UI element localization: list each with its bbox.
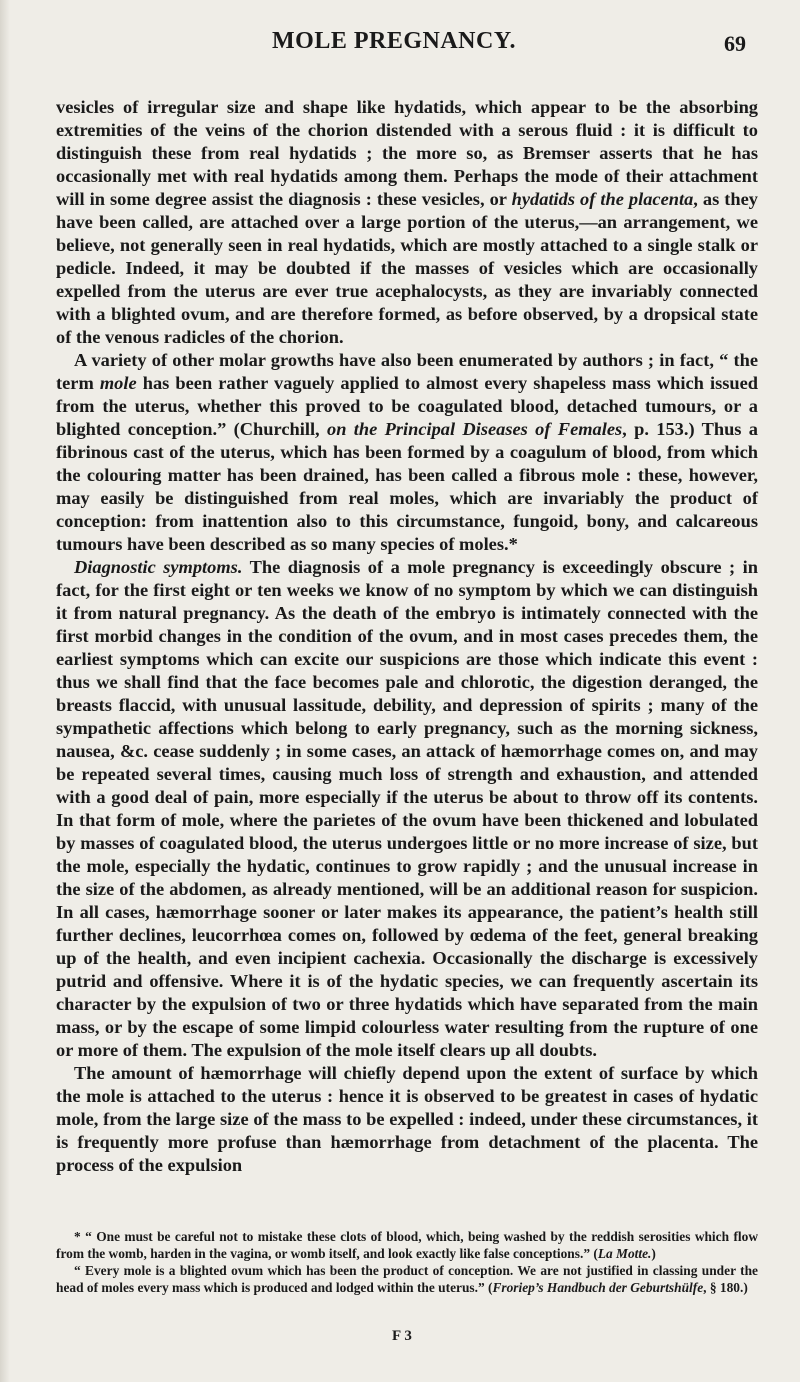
italic-text-run: mole <box>99 373 137 393</box>
text-run: , p. 153.) Thus a fibrinous cast of the uterus, which has been formed by a coagulum of blood, from which the colouring matter has been drained, has been called a fibrous mole : these, however, may easily be distinguished from real moles, which are invariably the product of conception: from inattention also to this circumstance, fungoid, bony, and calcareous tumours have been described as so many species of moles.* <box>56 419 758 554</box>
page-number: 69 <box>724 31 746 56</box>
text-run: A variety of other molar growths have also been enumerated by authors ; in fact, “ the term <box>56 350 758 393</box>
text-run: The diagnosis of a mole pregnancy is exceedingly obscure ; in fact, for the first eight or ten weeks we know of no symptom by which we can distinguish it from natural pregnancy. As the death of the embryo is intimately connected with the first morbid changes in the condition of the ovum, and in most cases precedes them, the earliest symptoms which can excite our suspicions are those which indicate this event : thus we shall find that the face becomes pale and chlorotic, the digestion deranged, the breasts flaccid, with unusual lassitude, debility, and depression of spirits ; many of the sympathetic affections which belong to early pregnancy, such as the morning sickness, nausea, &c. cease suddenly ; in some cases, an attack of hæmorrhage comes on, and may be repeated several times, causing much loss of strength and exhaustion, and attended with a good deal of pain, more especially if the uterus be about to throw off its contents. In that form of mole, where the parietes of the ovum have been thickened and lobulated by masses of coagulated blood, the uterus undergoes little or no more increase of size, but the mole, especially the hydatic, continues to grow rapidly ; and the unusual increase in the size of the abdomen, as already mentioned, will be an additional reason for suspicion. In all cases, hæmorrhage sooner or later makes its appearance, the patient’s health still further declines, leucorrhœa comes on, followed by œdema of the feet, general breaking up of the health, and even incipient cachexia. Occasionally the discharge is excessively putrid and offensive. Where it is of the hydatic species, we can frequently ascertain its character by the expulsion of two or three hydatids which have separated from the main mass, or by the escape of some limpid colourless water resulting from the rupture of one or more of them. The expulsion of the mole itself clears up all doubts. <box>56 557 758 1060</box>
text-run: has been rather vaguely applied to almost every shapeless mass which issued from the uterus, whether this proved to be coagulated blood, detached tumours, or a blighted conception.” (Churchill, <box>56 373 758 439</box>
running-title: MOLE PREGNANCY. <box>272 28 516 54</box>
paragraph <box>56 1062 758 1177</box>
text-run: vesicles of irregular size and shape like hydatids, which appear to be the absorbing extremities of the veins of the chorion distended with a serous fluid : it is difficult to distinguish these from real hydatids ; the more so, as Bremser asserts that he has occasionally met with real hydatids among them. Perhaps the mode of their attachment will in some degree assist the diagnosis : these vesicles, or <box>56 97 758 209</box>
footnote <box>56 1262 758 1296</box>
text-run: ) <box>651 1246 656 1261</box>
text-run: The amount of hæmorrhage will chiefly depend upon the extent of surface by which the mole is attached to the uterus : hence it is observed to be greatest in cases of hydatic mole, from the large size of the mass to be expelled : indeed, under these circumstances, it is frequently more profuse than hæmorrhage from detachment of the placenta. The process of the expulsion <box>56 1063 758 1175</box>
italic-text-run: Diagnostic symptoms. <box>74 557 243 577</box>
italic-text-run: hydatids of the placenta <box>511 189 694 209</box>
italic-text-run: Froriep’s Handbuch der Geburtshülfe <box>492 1280 704 1295</box>
footnote <box>56 1228 758 1262</box>
page-edge <box>0 0 10 1382</box>
italic-text-run: La Motte. <box>597 1246 652 1261</box>
paragraph <box>56 349 758 556</box>
paragraph <box>56 556 758 1062</box>
body-text <box>56 96 758 1177</box>
running-header <box>110 22 770 62</box>
text-run: , § 180.) <box>703 1280 748 1295</box>
text-run: * “ One must be careful not to mistake these clots of blood, which, being washed by the reddish serosities which flow from the womb, harden in the vagina, or womb itself, and look exactly like false conceptions.” ( <box>56 1229 758 1261</box>
footnotes <box>56 1228 758 1296</box>
text-run: , as they have been called, are attached over a large portion of the uterus,—an arrangement, we believe, not generally seen in real hydatids, which are mostly attached to a single stalk or pedicle. Indeed, it may be doubted if the masses of vesicles which are occasionally expelled from the uterus are ever true acephalocysts, as they are invariably connected with a blighted ovum, and are therefore formed, as before observed, by a dropsical state of the venous radicles of the chorion. <box>56 189 759 347</box>
italic-text-run: on the Principal Diseases of Females <box>327 419 623 439</box>
printer-signature-mark: F 3 <box>392 1328 412 1344</box>
text-run: “ Every mole is a blighted ovum which has been the product of conception. We are not justified in classing under the head of moles every mass which is produced and lodged within the uterus.” ( <box>56 1263 758 1295</box>
paragraph <box>56 96 758 349</box>
